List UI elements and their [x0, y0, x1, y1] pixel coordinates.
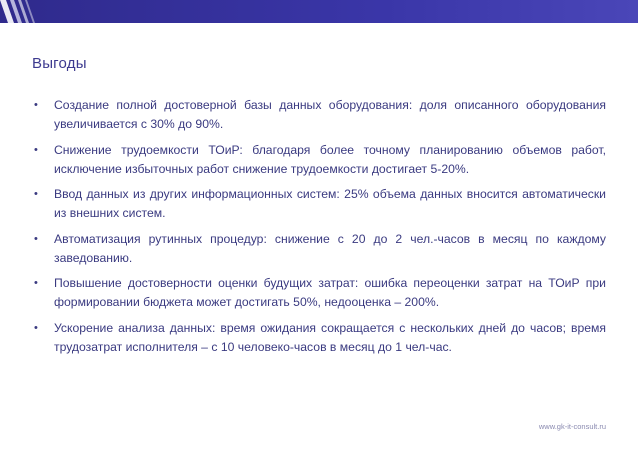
benefits-list — [34, 96, 606, 363]
list-item-text: Создание полной достоверной базы данных оборудования: доля описанного оборудования увеличивается с 30% до 90%. — [54, 98, 606, 131]
list-item-text: Ввод данных из других информационных систем: 25% объема данных вносится автоматически из внешних систем. — [54, 187, 606, 220]
header-band — [0, 0, 638, 23]
list-item — [34, 319, 606, 357]
list-item — [34, 185, 606, 223]
list-item — [34, 230, 606, 268]
bullet-icon: • — [34, 188, 38, 200]
bullet-icon: • — [34, 143, 38, 156]
list-item — [34, 274, 606, 312]
bullet-icon: • — [34, 321, 38, 334]
list-item-text: Снижение трудоемкости ТОиР: благодаря более точному планированию объемов работ, исключение избыточных работ снижение трудоемкости достигает 5-20%. — [54, 142, 606, 176]
list-item — [34, 141, 606, 179]
bullet-icon: • — [34, 232, 38, 245]
stripes-decoration-icon — [0, 0, 42, 23]
list-item — [34, 96, 606, 134]
bullet-icon: • — [34, 99, 38, 111]
list-item-text: Ускорение анализа данных: время ожидания сокращается с нескольких дней до часов; время трудозатрат исполнителя – с 10 человеко-часов в месяц до 1 чел-час. — [54, 320, 606, 354]
footer-url-link[interactable]: www.gk-it-consult.ru — [538, 422, 606, 431]
slide-title: Выгоды — [32, 55, 87, 72]
bullet-icon: • — [34, 277, 38, 289]
list-item-text: Автоматизация рутинных процедур: снижение с 20 до 2 чел.-часов в месяц по каждому заведованию. — [54, 231, 606, 265]
list-item-text: Повышение достоверности оценки будущих затрат: ошибка переоценки затрат на ТОиР при формировании бюджета может достигать 50%, недооценка – 200%. — [54, 276, 606, 309]
